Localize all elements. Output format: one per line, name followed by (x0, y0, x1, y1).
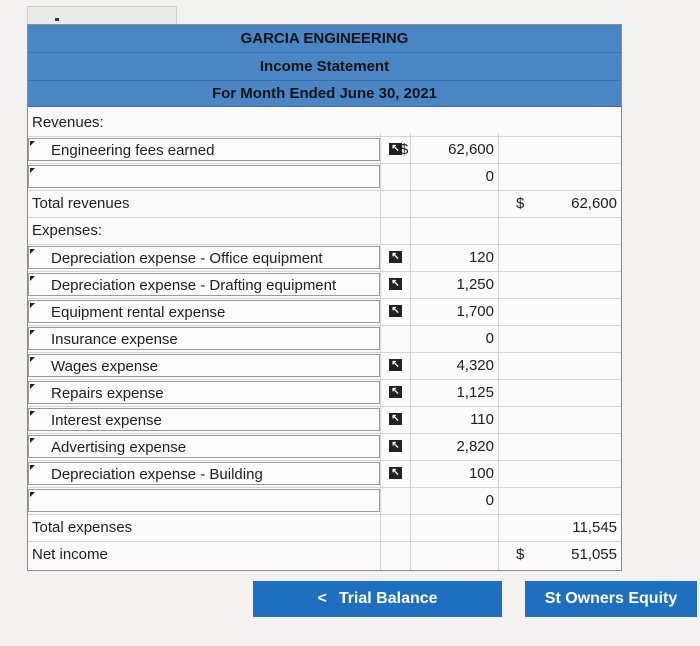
expense-row (28, 325, 621, 353)
expense-arrow-cell[interactable] (381, 298, 410, 325)
expense-amount[interactable]: 0 (485, 492, 494, 509)
expense-label-field[interactable] (28, 408, 380, 431)
expense-row (28, 433, 621, 461)
expense-label-field[interactable] (28, 489, 380, 512)
column-divider (380, 133, 381, 570)
expense-label-field[interactable] (28, 435, 380, 458)
expense-arrow-cell[interactable] (381, 433, 410, 460)
net-income-dollar: $ (516, 546, 525, 563)
expense-label: Interest expense (51, 412, 162, 429)
expense-label: Depreciation expense - Drafting equipment (51, 277, 337, 294)
arrow-icon: ↖ (389, 251, 402, 263)
expense-label: Repairs expense (51, 385, 164, 402)
expense-amount[interactable]: 120 (468, 249, 494, 266)
expense-row (28, 352, 621, 380)
tab-marker (55, 18, 59, 21)
expense-row (28, 406, 621, 434)
expense-amount[interactable]: 4,320 (456, 357, 494, 374)
arrow-icon: ↖ (389, 467, 402, 479)
revenue-amount[interactable]: 62,600 (448, 141, 494, 158)
revenue-row (28, 163, 621, 191)
trial-balance-button[interactable] (253, 581, 502, 617)
expense-amount[interactable]: 110 (470, 411, 494, 428)
chevron-left-icon: < (317, 590, 327, 607)
expense-row (28, 271, 621, 299)
arrow-icon: ↖ (389, 278, 402, 290)
expenses-heading-row (28, 217, 621, 245)
revenue-row (28, 136, 621, 164)
arrow-icon: ↖ (389, 305, 402, 317)
expense-label-field[interactable] (28, 354, 380, 377)
net-income-amount[interactable]: 51,055 (571, 546, 617, 563)
total-revenues-amount[interactable]: 62,600 (571, 195, 617, 212)
column-divider (498, 133, 499, 570)
expense-arrow-cell[interactable] (381, 379, 410, 406)
arrow-icon: ↖ (389, 359, 402, 371)
owners-equity-label: St Owners Equity (544, 590, 678, 607)
expense-row (28, 379, 621, 407)
expense-label: Depreciation expense - Office equipment (51, 250, 323, 267)
expense-label: Advertising expense (51, 439, 187, 456)
expense-amount[interactable]: 100 (468, 465, 494, 482)
expense-amount[interactable]: 1,250 (456, 276, 494, 293)
revenue-label-field[interactable] (28, 165, 380, 188)
revenues-heading-row (28, 109, 621, 137)
expense-label: Equipment rental expense (51, 304, 226, 321)
arrow-icon: ↖ (389, 413, 402, 425)
expense-label: Wages expense (51, 358, 159, 375)
expense-label: Insurance expense (51, 331, 178, 348)
revenue-label-field[interactable] (28, 138, 380, 161)
arrow-icon: ↖ (389, 440, 402, 452)
revenue-amount[interactable]: 0 (485, 168, 494, 185)
column-divider (410, 133, 411, 570)
revenue-dollar: $ (400, 141, 409, 158)
expense-row (28, 244, 621, 272)
expense-amount[interactable]: 2,820 (456, 438, 494, 455)
total-expenses-amount[interactable]: 11,545 (572, 519, 617, 536)
total-expenses-row (28, 514, 621, 542)
statement-title: Income Statement (28, 53, 621, 81)
total-revenues-label: Total revenues (32, 195, 130, 212)
company-name: GARCIA ENGINEERING (28, 25, 621, 53)
expense-arrow-cell[interactable] (381, 406, 410, 433)
net-income-label: Net income (32, 546, 108, 563)
expense-label-field[interactable] (28, 381, 380, 404)
revenue-label: Engineering fees earned (51, 142, 215, 159)
expense-row (28, 298, 621, 326)
expense-label (29, 488, 51, 515)
revenue-label (29, 164, 51, 191)
expense-arrow-cell[interactable] (381, 244, 410, 271)
owners-equity-button[interactable] (525, 581, 697, 617)
trial-balance-label: Trial Balance (338, 590, 438, 607)
expense-arrow-cell[interactable] (381, 460, 410, 487)
expense-label-field[interactable] (28, 327, 380, 350)
expense-row (28, 460, 621, 488)
expense-label-field[interactable] (28, 462, 380, 485)
total-revenues-row (28, 190, 621, 218)
expense-amount[interactable]: 0 (485, 330, 494, 347)
expense-arrow-cell[interactable] (381, 271, 410, 298)
expense-row (28, 487, 621, 515)
expense-label-field[interactable] (28, 300, 380, 323)
expense-label-field[interactable] (28, 273, 380, 296)
arrow-icon: ↖ (389, 386, 402, 398)
expense-amount[interactable]: 1,700 (456, 303, 494, 320)
statement-period: For Month Ended June 30, 2021 (28, 81, 621, 107)
expense-label-field[interactable] (28, 246, 380, 269)
expense-arrow-cell[interactable] (381, 352, 410, 379)
net-income-row (28, 541, 621, 568)
expense-amount[interactable]: 1,125 (456, 384, 494, 401)
arrow-icon: ↖ (389, 143, 402, 155)
income-statement-sheet (27, 24, 622, 571)
expense-label: Depreciation expense - Building (51, 466, 263, 483)
total-expenses-label: Total expenses (32, 519, 133, 536)
total-revenues-dollar: $ (516, 195, 525, 212)
expenses-heading: Expenses: (32, 222, 103, 239)
revenues-heading: Revenues: (32, 114, 104, 131)
